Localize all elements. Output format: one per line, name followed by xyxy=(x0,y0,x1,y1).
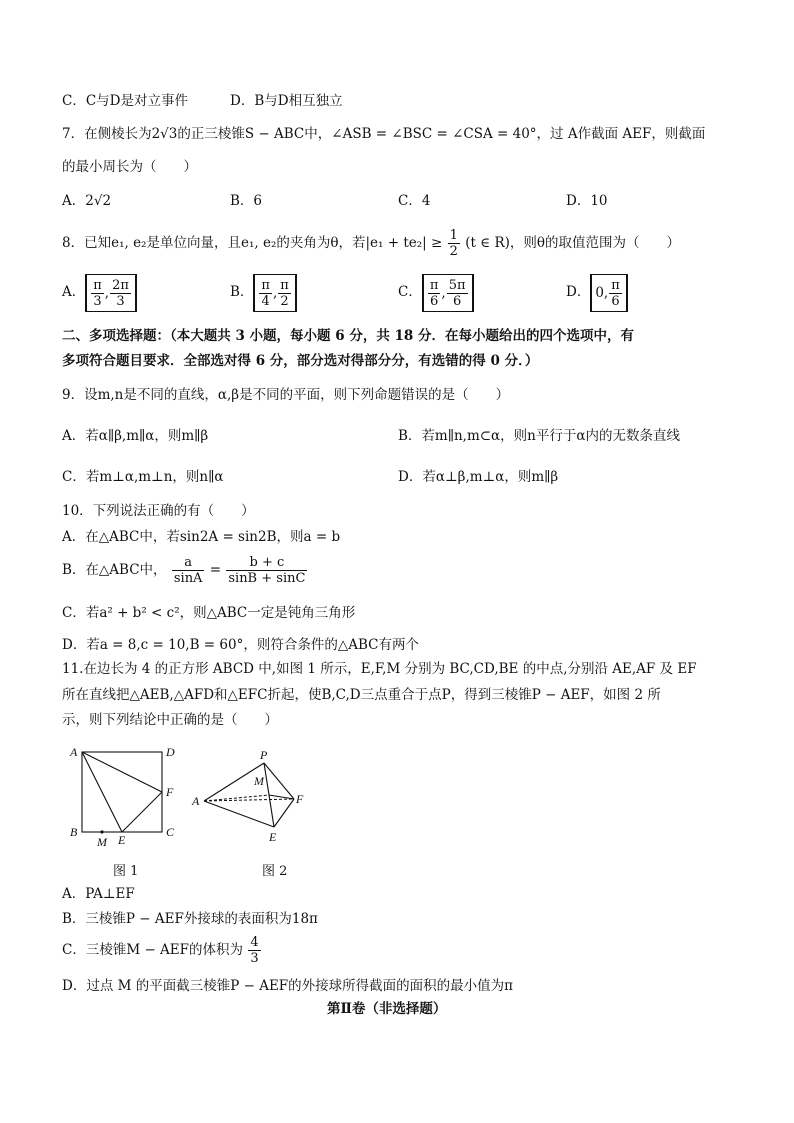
fig2-label-f: F xyxy=(296,792,304,806)
fig1-square-outline xyxy=(82,752,162,832)
q8-option-a xyxy=(62,272,137,312)
part2-title: 第Ⅱ卷（非选择题） xyxy=(327,1001,447,1017)
fig2-line-ae xyxy=(204,801,274,827)
q8-stem-post: (t ∈ R)，则θ的取值范围为（ ） xyxy=(465,235,681,251)
q11-c-num: 4 xyxy=(250,935,259,950)
fig2-label-m: M xyxy=(254,774,264,788)
q8-b-lo-den: 4 xyxy=(261,293,270,309)
fig2-line-af-hidden xyxy=(204,799,294,801)
q8-half-den: 2 xyxy=(449,244,458,259)
q9-option-d: D．若α⊥β,m⊥α，则m∥β xyxy=(398,469,559,485)
q10-option-d: D．若a = 8,c = 10,B = 60°，则符合条件的△ABC有两个 xyxy=(62,637,419,653)
fig1-line-ef xyxy=(122,792,162,832)
q10-stem: 10．下列说法正确的有（ ） xyxy=(62,503,255,519)
q10-option-b xyxy=(62,553,308,587)
fig1-line-ae xyxy=(82,752,122,832)
q8-option-c xyxy=(398,272,474,312)
q8-option-d-interval xyxy=(590,274,627,312)
q9-option-b: B．若m∥n,m⊂α，则n平行于α内的无数条直线 xyxy=(398,428,680,444)
q10-b-f1-den: sinA xyxy=(173,571,203,586)
q8-option-d-label: D． xyxy=(566,284,591,300)
figure-2-tetrahedron xyxy=(190,745,320,845)
q7-stem-line1: 7．在侧棱长为2√3的正三棱锥S − ABC中，∠ASB = ∠BSC = ∠CSA = 40°，过 A作截面 AEF，则截面 xyxy=(62,126,706,142)
q11-stem-line2: 所在直线把△AEB,△AFD和△EFC折起，使B,C,D三点重合于点P，得到三棱锥P − AEF，如图 2 所 xyxy=(62,687,661,703)
q11-option-c xyxy=(62,933,262,967)
section2-header-line2: 多项符合题目要求．全部选对得 6 分，部分选对得部分分，有选错的得 0 分．） xyxy=(62,353,539,369)
q10-b-equals: = xyxy=(209,562,222,578)
q10-option-a: A．在△ABC中，若sin2A = sin2B，则a = b xyxy=(62,529,341,545)
q10-b-f1-num: a xyxy=(172,555,205,571)
q8-a-lo-num: π xyxy=(93,277,102,293)
fig1-label-b: B xyxy=(70,825,78,839)
q7-stem-line2: 的最小周长为（ ） xyxy=(62,159,197,175)
section2-header-line1: 二、多项选择题：（本大题共 3 小题，每小题 6 分，共 18 分．在每小题给出的四个选项中，有 xyxy=(62,328,635,344)
q8-d-hi-num: π xyxy=(611,277,620,293)
q11-c-fraction xyxy=(248,935,260,966)
q8-option-c-interval: $\frac{\pi}{6}$ , $\frac{5\pi}{6}$ xyxy=(422,274,474,312)
q11-c-den: 3 xyxy=(250,951,259,966)
q11-stem-line3: 示，则下列结论中正确的是（ ） xyxy=(62,712,278,728)
q8-c-lo-num: π xyxy=(429,277,439,293)
q9-option-a: A．若α∥β,m∥α，则m∥β xyxy=(62,428,209,444)
q10-b-fraction-1 xyxy=(172,555,205,586)
fig1-line-af xyxy=(82,752,162,792)
fig2-label-e: E xyxy=(269,830,277,844)
q8-b-hi-den: 2 xyxy=(280,293,289,309)
q8-stem xyxy=(62,226,680,260)
q11-option-c-pre: C．三棱锥M − AEF的体积为 xyxy=(62,942,244,958)
q10-b-fraction-2 xyxy=(226,555,307,586)
q8-option-a-label: A． xyxy=(62,284,86,300)
q8-c-hi-den: 6 xyxy=(452,293,462,309)
fig2-line-mf xyxy=(269,795,294,799)
figure-2-caption: 图 2 xyxy=(262,864,288,879)
q11-option-b: B．三棱锥P − AEF外接球的表面积为18π xyxy=(62,911,318,927)
q10-b-f2-num: b + c xyxy=(226,555,307,571)
q8-b-lo-num: π xyxy=(261,277,270,293)
q8-option-c-label: C． xyxy=(398,284,422,300)
q8-half-num: 1 xyxy=(449,228,458,243)
q10-option-b-pre: B．在△ABC中， xyxy=(62,562,167,578)
q11-stem-line1: 11.在边长为 4 的正方形 ABCD 中,如图 1 所示，E,F,M 分别为 BC,CD,BE 的中点,分别沿 AE,AF 及 EF xyxy=(62,661,697,677)
q8-option-b-label: B． xyxy=(230,284,254,300)
q6-option-c: C．C与D是对立事件 xyxy=(62,93,188,109)
q11-option-d: D．过点 M 的平面截三棱锥P − AEF的外接球所得截面的面积的最小值为π xyxy=(62,978,514,994)
q10-b-f2-den: sinB + sinC xyxy=(228,571,306,586)
fig1-label-c: C xyxy=(166,825,175,839)
fig1-point-m xyxy=(100,830,103,833)
q7-option-a: A．2√2 xyxy=(62,193,112,209)
q8-a-hi-den: 3 xyxy=(116,293,125,309)
fig1-label-f: F xyxy=(166,785,174,799)
q8-half-fraction xyxy=(448,228,460,259)
q9-option-c: C．若m⊥α,m⊥n，则n∥α xyxy=(62,469,224,485)
fig1-label-a: A xyxy=(70,745,78,759)
q8-c-hi-num: 5π xyxy=(448,277,466,293)
figure-1-square xyxy=(62,740,192,850)
q8-a-lo-den: 3 xyxy=(93,293,102,309)
q6-option-d: D．B与D相互独立 xyxy=(230,93,343,109)
q7-option-b: B．6 xyxy=(230,193,263,209)
q7-option-c: C．4 xyxy=(398,193,431,209)
q8-d-hi-den: 6 xyxy=(611,293,620,309)
q8-a-hi-num: 2π xyxy=(112,277,129,293)
q8-option-b xyxy=(230,272,297,312)
fig1-label-d: D xyxy=(166,745,175,759)
q8-d-lo: 0, xyxy=(595,284,609,301)
q8-option-b-interval: $\frac{\pi}{4}$ , $\frac{\pi}{2}$ xyxy=(253,274,296,312)
q9-stem: 9．设m,n是不同的直线，α,β是不同的平面，则下列命题错误的是（ ） xyxy=(62,387,510,403)
q8-c-lo-den: 6 xyxy=(429,293,439,309)
q8-stem-pre: 8．已知e₁, e₂是单位向量，且e₁, e₂的夹角为θ，若|e₁ + te₂| ≥ xyxy=(62,235,443,251)
figure-1-caption: 图 1 xyxy=(113,864,139,879)
q10-option-c: C．若a² + b² < c²，则△ABC一定是钝角三角形 xyxy=(62,605,356,621)
fig1-label-m: M xyxy=(97,835,107,849)
q8-b-hi-num: π xyxy=(280,277,289,293)
fig2-label-p: P xyxy=(260,748,268,762)
fig2-label-a: A xyxy=(192,794,200,808)
fig1-label-e: E xyxy=(118,833,126,847)
q7-option-d: D．10 xyxy=(566,193,608,209)
q8-option-a-interval: $\frac{\pi}{3}$ , $\frac{2\pi}{3}$ xyxy=(85,274,137,312)
fig2-line-ef xyxy=(274,799,294,827)
q8-option-d xyxy=(566,272,628,312)
q11-option-a: A．PA⊥EF xyxy=(62,886,135,902)
